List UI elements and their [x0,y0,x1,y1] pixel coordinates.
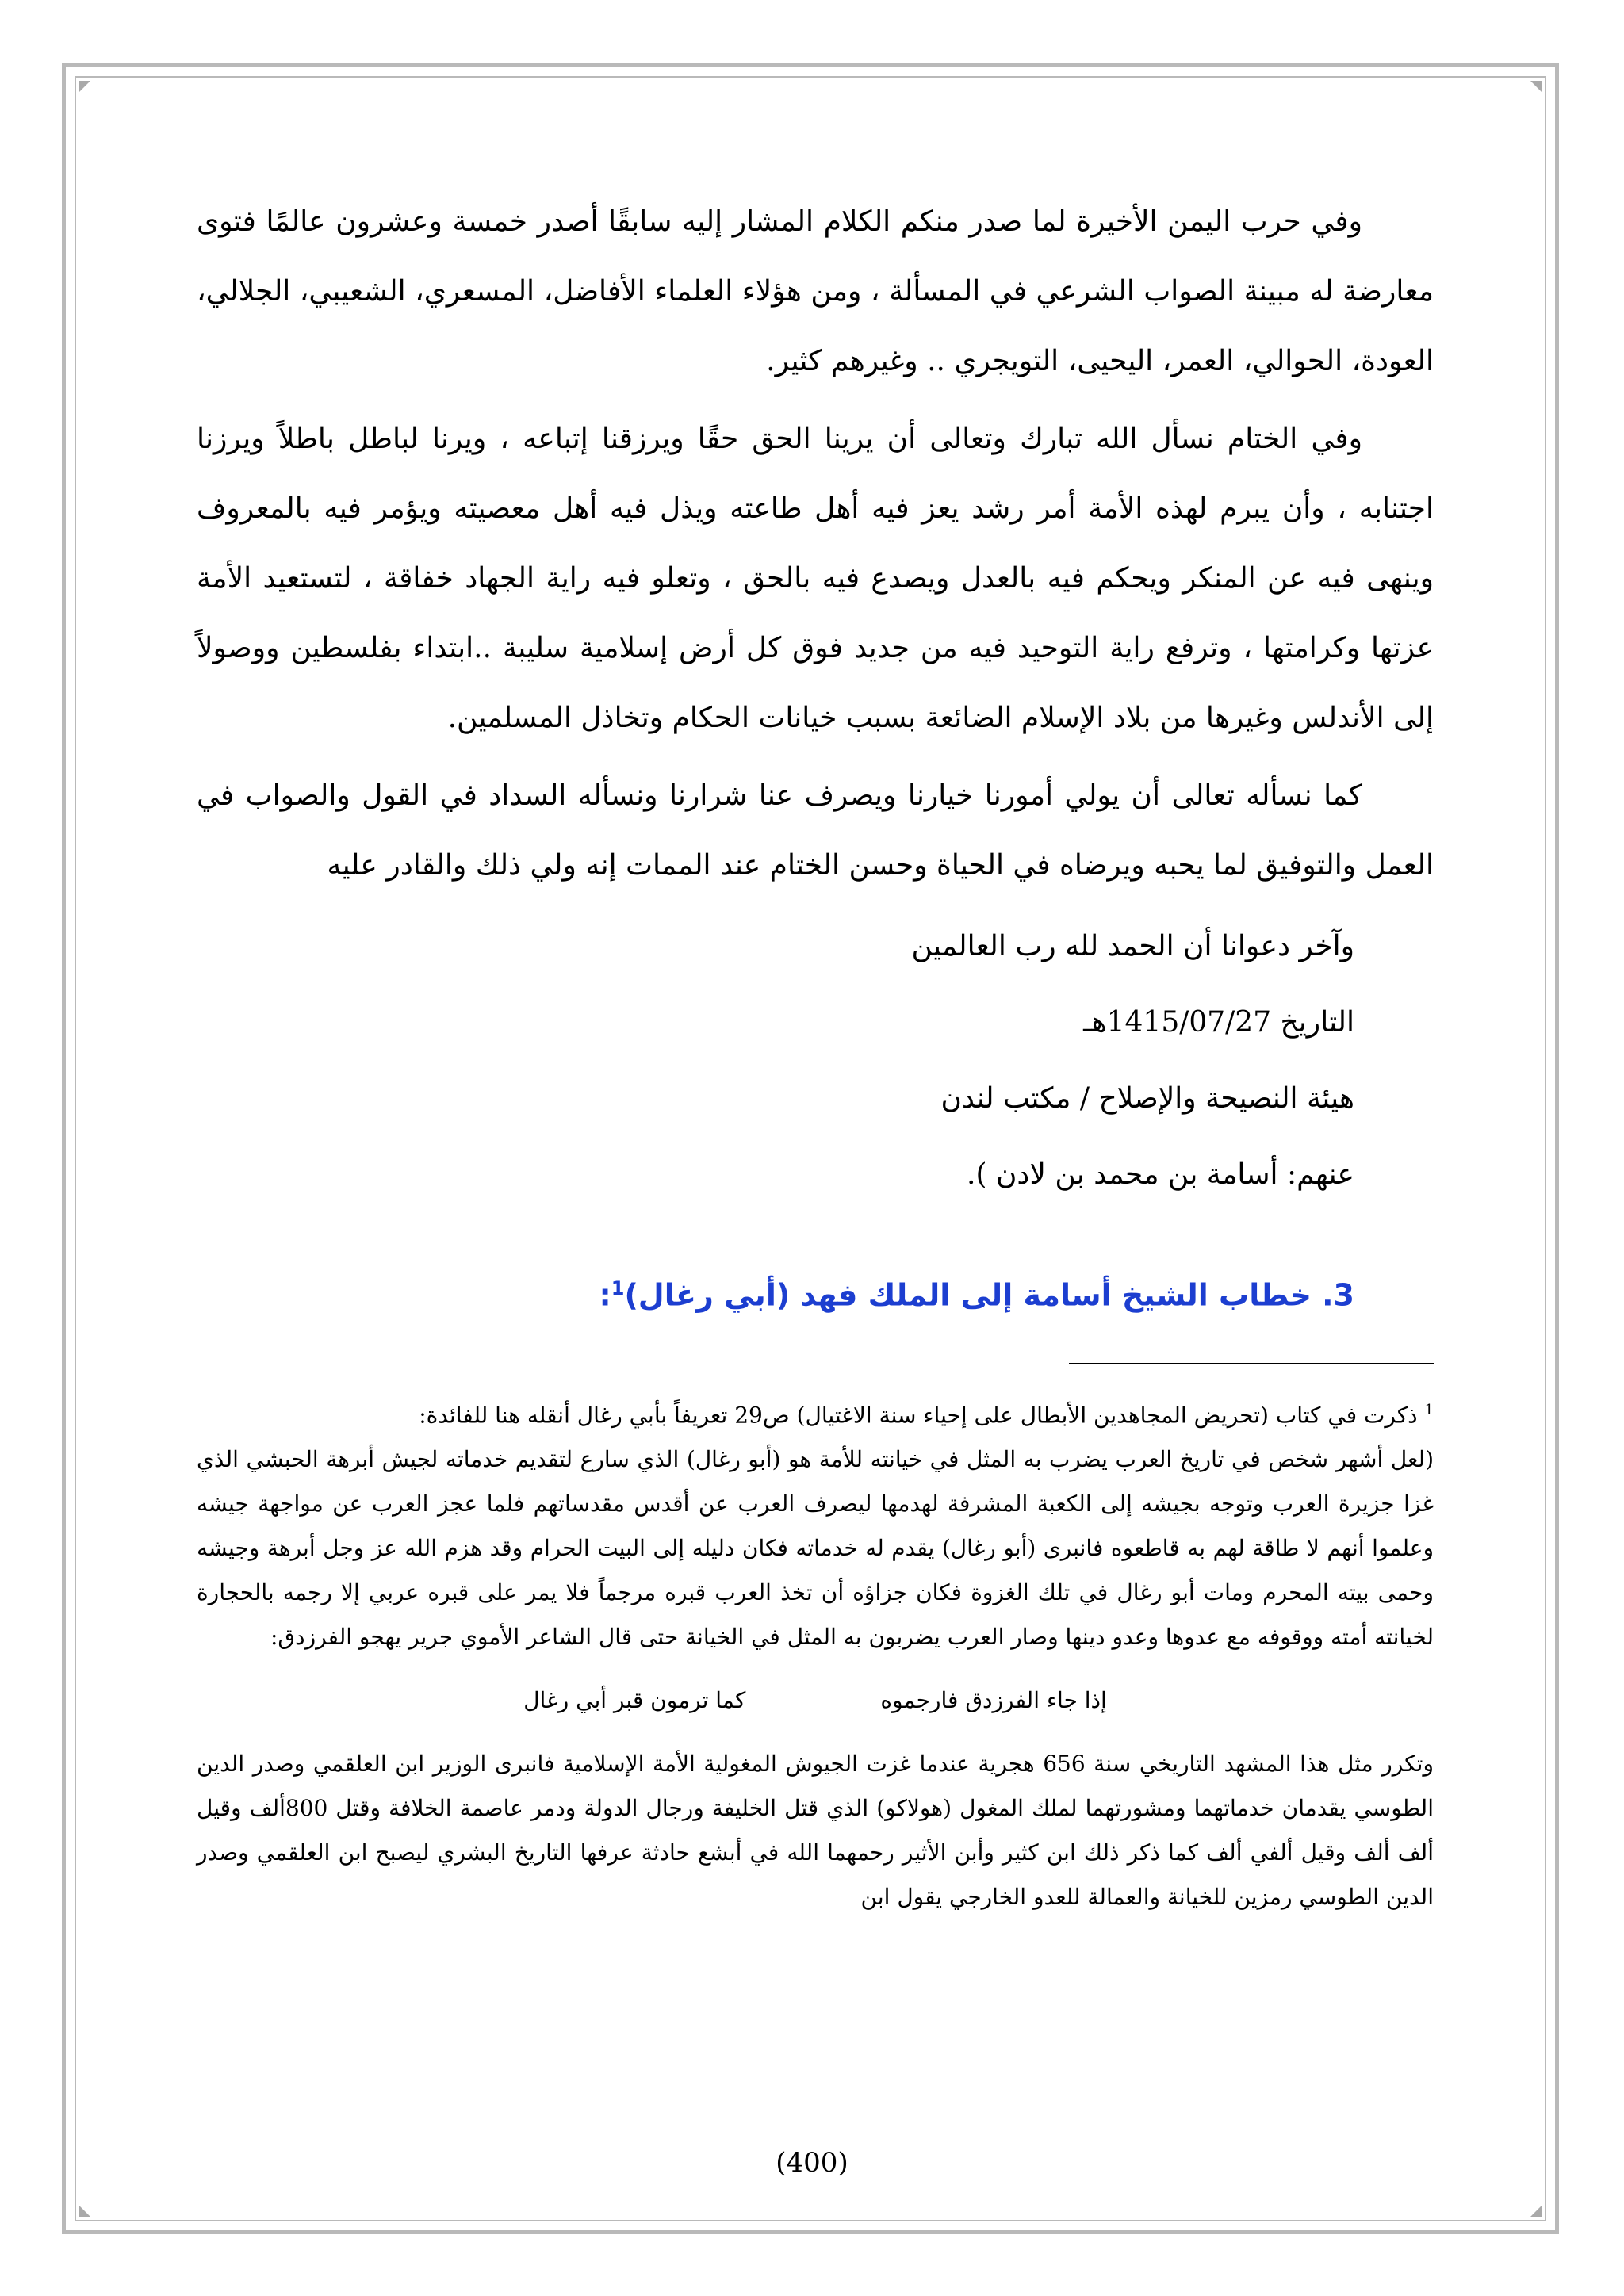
frame-corner-ornament [79,2206,90,2217]
letter-date: التاريخ 1415/07/27هـ [1083,1006,1354,1039]
footnote-paragraph: (لعل أشهر شخص في تاريخ العرب يضرب به المثل في خيانته للأمة هو (أبو رغال) الذي سارع لتقديم خدماته لجيش أبرهة الحبشي الذي غزا جزيرة العرب وتوجه بجيشه إلى الكعبة المشرفة لهدمها ليصرف العرب عن أقدس مقدساتهم فلما عجز العرب عن مواجهة جيشه وعلموا أنهم لا طاقة لهم به قاطعوه فانبرى (أبو رغال) يقدم له خدماته فكان دليله إلى البيت الحرام وقد هزم الله عز وجل أبرهة وجيشه وحمى بيته المحرم ومات أبو رغال في تلك الغزوة فكان جزاؤه أن تخذ العرب قبره مرجماً فلا يمر على قبره عربي إلا رجمه بالحجارة لخيانته أمته ووقوفه مع عدوها وعدو دينها وصار العرب يضربون به المثل في الخيانة حتى قال الشاعر الأموي جرير يهجو الفرزدق: [197,1445,1434,1650]
footnote-paragraph: وتكرر مثل هذا المشهد التاريخي سنة 656 هجرية عندما غزت الجيوش المغولية الأمة الإسلامية فانبرى الوزير ابن العلقمي وصدر الدين الطوسي يقدمان خدماتهما ومشورتهما لملك المغول (هولاكو) الذي قتل الخليفة ورجال الدولة ودمر عاصمة الخلافة وقتل 800ألف وقيل ألف ألف وقيل ألفي ألف كما ذكر ذلك ابن كثير وأبن الأثير رحمهما الله في أبشع حادثة عرفها التاريخ البشري ليصبح ابن العلقمي وصدر الدين الطوسي رمزين للخيانة والعمالة للعدو الخارجي يقول ابن [197,1750,1434,1910]
body-paragraph: وفي حرب اليمن الأخيرة لما صدر منكم الكلام المشار إليه سابقًا أصدر خمسة وعشرون عالمًا فتوى معارضة له مبينة الصواب الشرعي في المسألة ، ومن هؤلاء العلماء الأفاضل، المسعري، الشعيبي، الجلالي، العودة، الحوالي، العمر، اليحيى، التويجري .. وغيرهم كثير. [197,205,1434,377]
poem-verse [197,1670,1434,1731]
heading-suffix: : [599,1277,611,1313]
page-number: (400) [776,2147,848,2179]
footnote-intro-text: ذكرت في كتاب (تحريض المجاهدين الأبطال على إحياء سنة الاغتيال) ص29 تعريفاً بأبي رغال أنقله هنا للفائدة: [419,1401,1418,1428]
footnote-separator [1069,1363,1434,1364]
body-paragraph: كما نسأله تعالى أن يولي أمورنا خيارنا ويصرف عنا شرارنا ونسأله السداد في القول والصواب في العمل والتوفيق لما يحبه ويرضاه في الحياة وحسن الختام عند الممات إنه ولي ذلك والقادر عليه [197,779,1434,882]
footnote [197,1388,1434,1919]
footnote-number: 1 [1424,1401,1434,1418]
poem-second-hemistich: كما ترمون قبر أبي رغال [523,1686,746,1713]
frame-corner-ornament [1530,2206,1542,2217]
footnote-reference[interactable]: 1 [611,1277,625,1299]
section-heading [197,1253,1434,1331]
page-content [197,187,1434,1919]
frame-corner-ornament [1530,81,1542,92]
closing-prayer: وآخر دعوانا أن الحمد لله رب العالمين [911,930,1354,962]
poem-first-hemistich: إذا جاء الفرزدق فارجموه [880,1686,1107,1713]
frame-corner-ornament [79,81,90,92]
body-paragraph: وفي الختام نسأل الله تبارك وتعالى أن يرينا الحق حقًا ويرزقنا إتباعه ، ويرنا لباطل باطلاً ويرزنا اجتنابه ، وأن يبرم لهذه الأمة أمر رشد يعز فيه أهل طاعته ويذل فيه أهل معصيته ويؤمر فيه بالمعروف وينهى فيه عن المنكر ويحكم فيه بالعدل ويصدع فيه بالحق ، وتعلو فيه راية الجهاد خفاقة ، لتستعيد الأمة عزتها وكرامتها ، وترفع راية التوحيد فيه من جديد فوق كل أرض إسلامية سليبة ..ابتداء بفلسطين ووصولاً إلى الأندلس وغيرها من بلاد الإسلام الضائعة بسبب خيانات الحكام وتخاذل المسلمين. [197,423,1434,734]
office-name: هيئة النصيحة والإصلاح / مكتب لندن [940,1082,1354,1115]
footnote-intro [197,1388,1434,1437]
signature-line: عنهم: أسامة بن محمد بن لادن ). [967,1158,1354,1191]
section-heading-text: 3. خطاب الشيخ أسامة إلى الملك فهد (أبي رغال) [624,1277,1354,1313]
